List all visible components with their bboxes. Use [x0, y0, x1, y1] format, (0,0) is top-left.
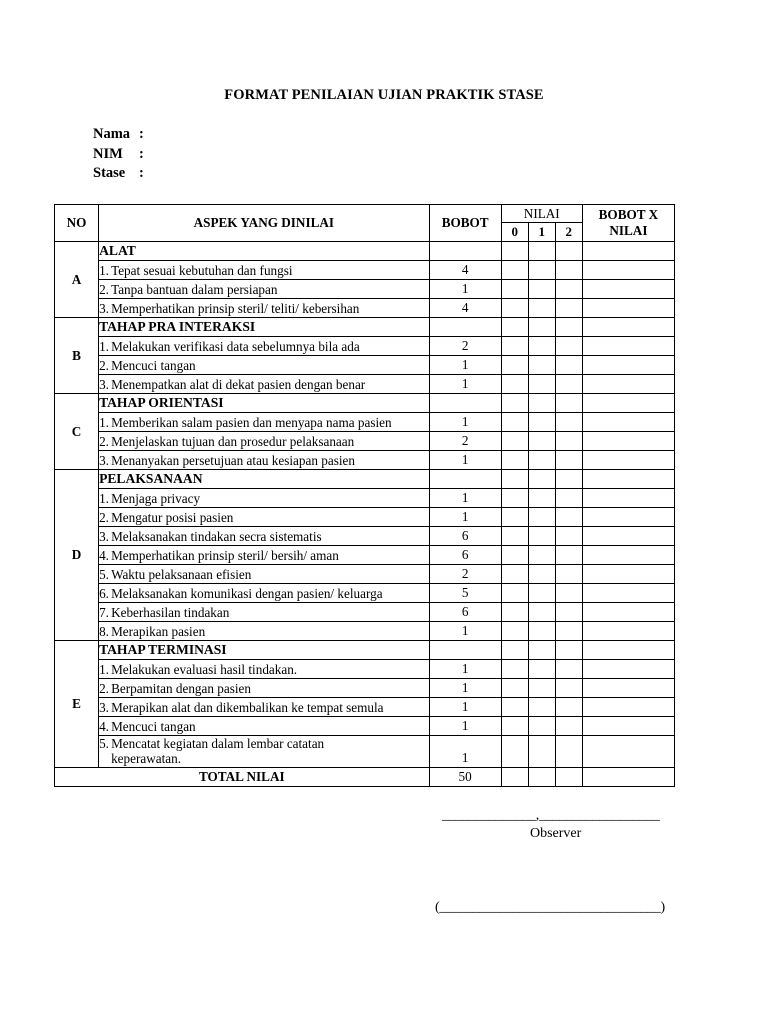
score-cell-0 [501, 584, 528, 603]
bobot-value: 1 [429, 660, 501, 679]
criteria-text: Melakukan verifikasi data sebelumnya bila ada [111, 338, 360, 354]
criteria-number: 5. [99, 566, 109, 582]
section-title: TAHAP ORIENTASI [99, 394, 430, 413]
criteria-cell [99, 679, 430, 698]
section-code: D [55, 470, 99, 641]
criteria-number: 7. [99, 604, 109, 620]
identity-label: Nama [93, 126, 131, 142]
score-cell-1 [528, 660, 555, 679]
score-cell-0 [501, 717, 528, 736]
score-cell-1 [528, 356, 555, 375]
bobot-x-nilai-cell [582, 261, 674, 280]
criteria-cell [99, 660, 430, 679]
criteria-number: 1. [99, 262, 109, 278]
identity-row [93, 164, 144, 184]
criteria-cell [99, 280, 430, 299]
table-row [55, 356, 675, 375]
criteria-cell [99, 622, 430, 641]
identity-row [93, 125, 144, 145]
section-code: B [55, 318, 99, 394]
criteria-text: Melaksanakan komunikasi dengan pasien/ keluarga [111, 585, 383, 601]
score-cell-0 [501, 299, 528, 318]
total-row [55, 768, 675, 787]
criteria-text: Menjelaskan tujuan dan prosedur pelaksanaan [111, 433, 355, 449]
criteria-number: 2. [99, 680, 109, 696]
identity-label: Stase [93, 165, 126, 181]
criteria-text: Mencatat kegiatan dalam lembar catatan [111, 736, 325, 751]
table-row [55, 375, 675, 394]
bobot-value: 4 [429, 261, 501, 280]
table-row [55, 299, 675, 318]
section-row [55, 641, 675, 660]
score-cell-0 [501, 603, 528, 622]
table-row [55, 584, 675, 603]
score-cell-1 [528, 527, 555, 546]
table-row [55, 565, 675, 584]
identity-block [93, 125, 144, 184]
bobot-value: 1 [429, 489, 501, 508]
criteria-number: 6. [99, 585, 109, 601]
table-row [55, 508, 675, 527]
header-bobot-x-nilai: BOBOT X NILAI [582, 205, 674, 242]
table-row [55, 622, 675, 641]
bobot-x-nilai-cell [582, 470, 674, 489]
score-cell-2 [555, 337, 582, 356]
criteria-cell [99, 356, 430, 375]
bobot-value: 1 [429, 375, 501, 394]
header-nilai: NILAI [501, 205, 582, 223]
criteria-number: 3. [99, 528, 109, 544]
score-cell-2 [555, 261, 582, 280]
score-cell-1 [528, 717, 555, 736]
score-cell-1 [528, 451, 555, 470]
bobot-x-nilai-cell [582, 299, 674, 318]
score-cell-1 [528, 679, 555, 698]
criteria-text: Keberhasilan tindakan [111, 604, 230, 620]
score-cell-0 [501, 451, 528, 470]
bobot-x-nilai-cell [582, 356, 674, 375]
bobot-value: 1 [429, 717, 501, 736]
bobot-value: 6 [429, 603, 501, 622]
score-cell-0 [501, 679, 528, 698]
score-cell-1 [528, 736, 555, 768]
score-cell-1 [528, 489, 555, 508]
table-row [55, 717, 675, 736]
bobot-x-nilai-cell [582, 508, 674, 527]
bobot-x-nilai-cell [582, 527, 674, 546]
criteria-number: 2. [99, 433, 109, 449]
bobot-x-nilai-cell [582, 698, 674, 717]
score-cell-1 [528, 584, 555, 603]
header-aspek: ASPEK YANG DINILAI [99, 205, 430, 242]
section-code: C [55, 394, 99, 470]
bobot-x-nilai-cell [582, 603, 674, 622]
bobot-x-nilai-cell [582, 337, 674, 356]
score-cell-1 [528, 337, 555, 356]
section-bobot-cell [429, 318, 501, 337]
table-row [55, 280, 675, 299]
bobot-value: 1 [429, 622, 501, 641]
bobot-value: 1 [429, 698, 501, 717]
criteria-cell [99, 375, 430, 394]
criteria-number: 3. [99, 699, 109, 715]
criteria-number: 4. [99, 718, 109, 734]
criteria-text: Merapikan pasien [111, 623, 206, 639]
score-cell-0 [501, 413, 528, 432]
criteria-text: Melaksanakan tindakan secra sistematis [111, 528, 322, 544]
bobot-x-nilai-cell [582, 318, 674, 337]
bobot-x-nilai-cell [582, 375, 674, 394]
criteria-cell [99, 565, 430, 584]
score-cell-2 [555, 641, 582, 660]
bobot-x-nilai-cell [582, 660, 674, 679]
score-cell-0 [501, 261, 528, 280]
score-cell-0 [501, 698, 528, 717]
criteria-text: Tepat sesuai kebutuhan dan fungsi [111, 262, 293, 278]
score-cell-2 [555, 565, 582, 584]
score-cell-1 [528, 603, 555, 622]
table-row [55, 261, 675, 280]
score-cell-0 [501, 470, 528, 489]
identity-separator: : [139, 165, 144, 181]
score-cell-2 [555, 679, 582, 698]
score-cell-2 [555, 470, 582, 489]
criteria-text: Tanpa bantuan dalam persiapan [111, 281, 278, 297]
score-cell-0 [501, 432, 528, 451]
section-title: PELAKSANAAN [99, 470, 430, 489]
score-cell-1 [528, 698, 555, 717]
score-cell-0 [501, 565, 528, 584]
score-cell-1 [528, 546, 555, 565]
score-cell-2 [555, 375, 582, 394]
section-row [55, 394, 675, 413]
score-cell-2 [555, 546, 582, 565]
section-code: E [55, 641, 99, 768]
bobot-value: 6 [429, 527, 501, 546]
criteria-text: Waktu pelaksanaan efisien [111, 566, 252, 582]
criteria-cell [99, 584, 430, 603]
criteria-number: 1. [99, 661, 109, 677]
score-cell-1 [528, 299, 555, 318]
criteria-text-continued: keperawatan. [111, 751, 181, 766]
table-body [55, 242, 675, 787]
score-cell-0 [501, 546, 528, 565]
bobot-value: 2 [429, 565, 501, 584]
bobot-value: 1 [429, 280, 501, 299]
criteria-cell [99, 508, 430, 527]
date-signature-line: ______________,__________________ [442, 808, 660, 823]
bobot-value: 1 [429, 679, 501, 698]
header-nilai-0: 0 [501, 223, 528, 242]
bobot-value: 2 [429, 432, 501, 451]
bobot-value: 2 [429, 337, 501, 356]
score-cell-0 [501, 622, 528, 641]
score-cell-2 [555, 394, 582, 413]
score-cell-1 [528, 622, 555, 641]
score-cell-1 [528, 242, 555, 261]
section-title: ALAT [99, 242, 430, 261]
criteria-cell [99, 489, 430, 508]
criteria-text: Menjaga privacy [111, 490, 201, 506]
score-cell-1 [528, 508, 555, 527]
criteria-cell [99, 527, 430, 546]
header-nilai-2: 2 [555, 223, 582, 242]
identity-separator: : [139, 126, 144, 142]
bobot-value: 1 [429, 451, 501, 470]
table-row [55, 432, 675, 451]
bobot-x-nilai-cell [582, 489, 674, 508]
criteria-text: Memperhatikan prinsip steril/ teliti/ kebersihan [111, 300, 360, 316]
criteria-number: 2. [99, 281, 109, 297]
criteria-cell [99, 413, 430, 432]
criteria-text: Menempatkan alat di dekat pasien dengan benar [111, 376, 366, 392]
criteria-text: Mencuci tangan [111, 357, 196, 373]
table-row [55, 413, 675, 432]
score-cell-0 [501, 318, 528, 337]
score-cell-1 [528, 565, 555, 584]
bobot-x-nilai-cell [582, 768, 674, 787]
bobot-x-nilai-cell [582, 565, 674, 584]
table-row [55, 451, 675, 470]
criteria-cell [99, 299, 430, 318]
score-cell-0 [501, 337, 528, 356]
score-cell-1 [528, 641, 555, 660]
observer-name-line: (_________________________________) [435, 900, 665, 915]
score-cell-1 [528, 413, 555, 432]
score-cell-0 [501, 508, 528, 527]
score-cell-2 [555, 299, 582, 318]
criteria-number: 4. [99, 547, 109, 563]
score-cell-2 [555, 356, 582, 375]
criteria-cell [99, 337, 430, 356]
score-cell-2 [555, 413, 582, 432]
score-cell-0 [501, 768, 528, 787]
criteria-number: 1. [99, 414, 109, 430]
table-row [55, 337, 675, 356]
bobot-x-nilai-cell [582, 679, 674, 698]
score-cell-2 [555, 660, 582, 679]
score-cell-0 [501, 660, 528, 679]
criteria-text: Mengatur posisi pasien [111, 509, 234, 525]
bobot-value: 5 [429, 584, 501, 603]
criteria-text: Berpamitan dengan pasien [111, 680, 251, 696]
document-title: FORMAT PENILAIAN UJIAN PRAKTIK STASE [224, 87, 544, 103]
bobot-value: 4 [429, 299, 501, 318]
score-cell-1 [528, 318, 555, 337]
bobot-value: 1 [429, 356, 501, 375]
criteria-text: Melakukan evaluasi hasil tindakan. [111, 661, 298, 677]
score-cell-0 [501, 356, 528, 375]
score-cell-1 [528, 432, 555, 451]
score-cell-0 [501, 394, 528, 413]
score-cell-2 [555, 622, 582, 641]
score-cell-1 [528, 280, 555, 299]
score-cell-0 [501, 641, 528, 660]
criteria-number: 3. [99, 300, 109, 316]
section-bobot-cell [429, 470, 501, 489]
table-row [55, 489, 675, 508]
criteria-cell [99, 717, 430, 736]
table-row [55, 679, 675, 698]
total-label: TOTAL NILAI [55, 768, 430, 787]
bobot-x-nilai-cell [582, 736, 674, 768]
criteria-number: 3. [99, 376, 109, 392]
criteria-number: 2. [99, 509, 109, 525]
score-cell-1 [528, 375, 555, 394]
section-row [55, 318, 675, 337]
assessment-table [54, 204, 675, 787]
section-bobot-cell [429, 242, 501, 261]
bobot-x-nilai-cell [582, 622, 674, 641]
score-cell-2 [555, 717, 582, 736]
criteria-cell [99, 736, 430, 768]
total-value: 50 [429, 768, 501, 787]
identity-label: NIM [93, 145, 123, 162]
criteria-text: Memberikan salam pasien dan menyapa nama pasien [111, 414, 392, 430]
criteria-number: 3. [99, 452, 109, 468]
criteria-cell [99, 451, 430, 470]
score-cell-1 [528, 768, 555, 787]
bobot-x-nilai-cell [582, 242, 674, 261]
table-row [55, 698, 675, 717]
criteria-text: Menanyakan persetujuan atau kesiapan pasien [111, 452, 355, 468]
criteria-cell [99, 261, 430, 280]
score-cell-0 [501, 375, 528, 394]
score-cell-2 [555, 432, 582, 451]
bobot-x-nilai-cell [582, 717, 674, 736]
table-row [55, 527, 675, 546]
observer-label: Observer [530, 826, 582, 841]
score-cell-2 [555, 242, 582, 261]
score-cell-2 [555, 603, 582, 622]
criteria-cell [99, 432, 430, 451]
bobot-value: 1 [429, 508, 501, 527]
criteria-cell [99, 546, 430, 565]
score-cell-2 [555, 318, 582, 337]
score-cell-1 [528, 261, 555, 280]
bobot-x-nilai-cell [582, 394, 674, 413]
identity-row [93, 145, 144, 165]
bobot-x-nilai-cell [582, 451, 674, 470]
bobot-value: 1 [429, 736, 501, 768]
table-row [55, 736, 675, 768]
bobot-x-nilai-cell [582, 584, 674, 603]
score-cell-1 [528, 470, 555, 489]
section-code: A [55, 242, 99, 318]
bobot-x-nilai-cell [582, 280, 674, 299]
score-cell-0 [501, 242, 528, 261]
table-row [55, 660, 675, 679]
score-cell-2 [555, 527, 582, 546]
bobot-x-nilai-cell [582, 432, 674, 451]
identity-separator: : [139, 145, 144, 162]
score-cell-2 [555, 508, 582, 527]
score-cell-2 [555, 736, 582, 768]
score-cell-2 [555, 768, 582, 787]
score-cell-2 [555, 451, 582, 470]
criteria-text: Merapikan alat dan dikembalikan ke tempat semula [111, 699, 384, 715]
score-cell-2 [555, 698, 582, 717]
table-row [55, 546, 675, 565]
criteria-text: Mencuci tangan [111, 718, 196, 734]
header-no: NO [55, 205, 99, 242]
score-cell-2 [555, 584, 582, 603]
bobot-value: 1 [429, 413, 501, 432]
criteria-text: Memperhatikan prinsip steril/ bersih/ aman [111, 547, 339, 563]
section-row [55, 242, 675, 261]
score-cell-0 [501, 489, 528, 508]
criteria-cell [99, 698, 430, 717]
criteria-number: 5. [99, 736, 109, 751]
table-row [55, 603, 675, 622]
section-bobot-cell [429, 641, 501, 660]
criteria-number: 1. [99, 490, 109, 506]
bobot-value: 6 [429, 546, 501, 565]
bobot-x-nilai-cell [582, 641, 674, 660]
criteria-number: 8. [99, 623, 109, 639]
section-bobot-cell [429, 394, 501, 413]
score-cell-0 [501, 736, 528, 768]
score-cell-2 [555, 489, 582, 508]
bobot-x-nilai-cell [582, 413, 674, 432]
header-nilai-1: 1 [528, 223, 555, 242]
section-title: TAHAP TERMINASI [99, 641, 430, 660]
score-cell-0 [501, 280, 528, 299]
criteria-number: 2. [99, 357, 109, 373]
score-cell-0 [501, 527, 528, 546]
section-title: TAHAP PRA INTERAKSI [99, 318, 430, 337]
bobot-x-nilai-cell [582, 546, 674, 565]
score-cell-1 [528, 394, 555, 413]
header-bobot: BOBOT [429, 205, 501, 242]
criteria-number: 1. [99, 338, 109, 354]
section-row [55, 470, 675, 489]
criteria-cell [99, 603, 430, 622]
score-cell-2 [555, 280, 582, 299]
